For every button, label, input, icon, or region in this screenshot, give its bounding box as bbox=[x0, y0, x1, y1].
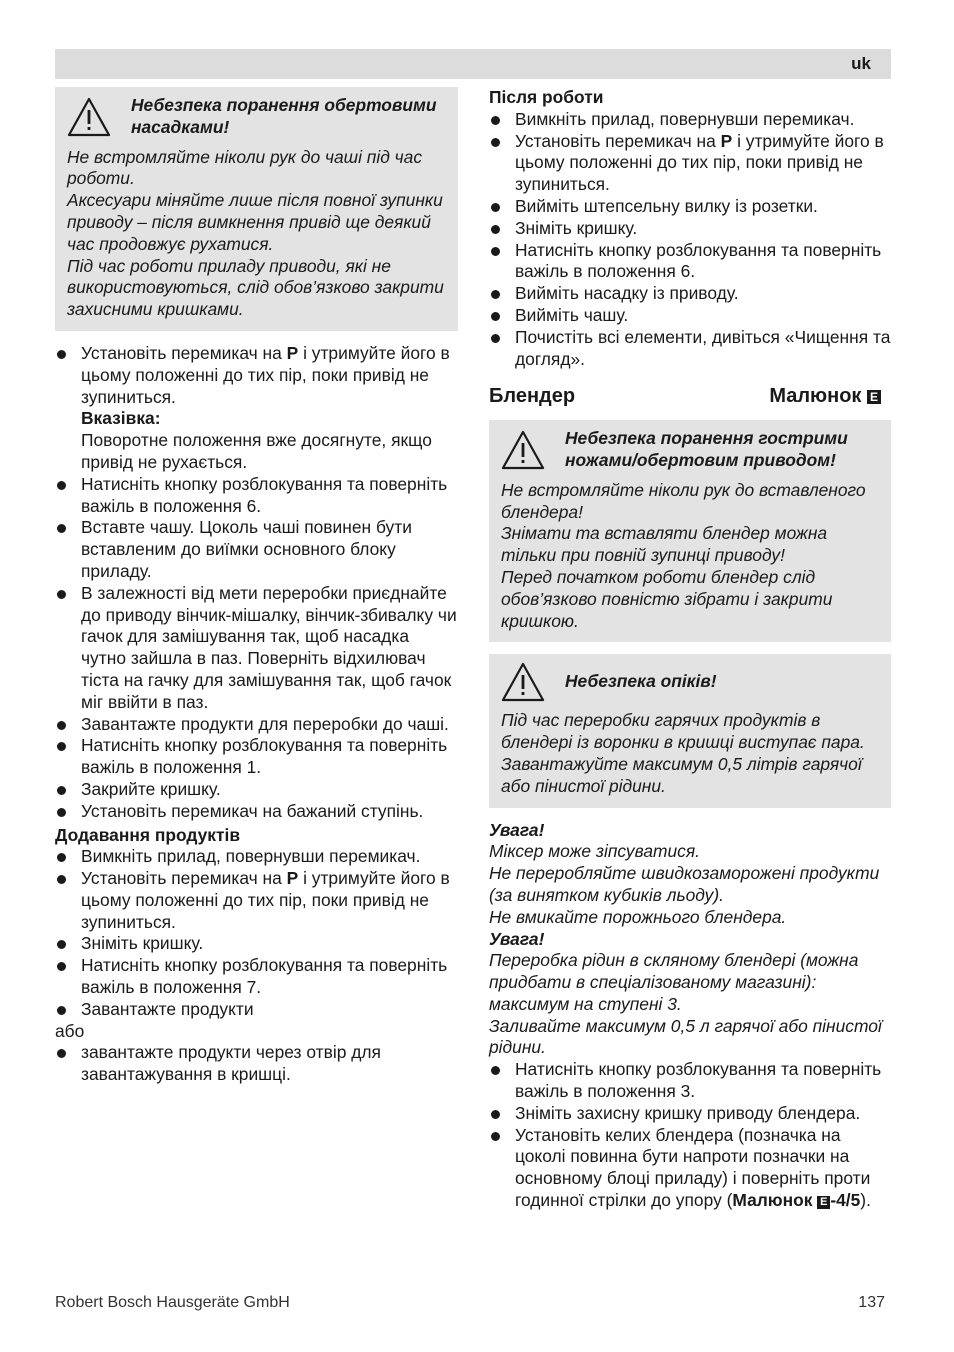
list-item: Вийміть чашу. bbox=[489, 305, 891, 327]
warning-line: Під час роботи приладу приводи, які не використовуються, слід обов’язково закрити захисними кришками. bbox=[67, 255, 444, 320]
warning-title: Небезпека опіків! bbox=[565, 671, 717, 692]
company-name: Robert Bosch Hausgeräte GmbH bbox=[55, 1294, 290, 1311]
instruction-list bbox=[489, 1059, 891, 1212]
figure-letter-badge: E bbox=[817, 1196, 830, 1209]
list-item: Натисніть кнопку розблокування та поверніть важіль в положення 1. bbox=[55, 735, 458, 779]
caution-block bbox=[489, 820, 891, 929]
header-bar bbox=[55, 49, 891, 79]
instruction-list bbox=[55, 343, 458, 408]
list-item: Натисніть кнопку розблокування та поверніть важіль в положення 6. bbox=[489, 240, 891, 284]
blender-heading bbox=[489, 386, 881, 408]
caution-line: Заливайте максимум 0,5 л гарячої або пінистої рідини. bbox=[489, 1015, 882, 1058]
caution-line: Міксер може зіпсуватися. bbox=[489, 841, 700, 862]
list-item: Зніміть кришку. bbox=[55, 933, 458, 955]
blender-title: Блендер bbox=[489, 385, 576, 408]
warning-title: Небезпека поранення обертовими насадками! bbox=[131, 95, 437, 137]
list-item: Вставте чашу. Цоколь чаші повинен бути вставленим до виїмки основного блоку приладу. bbox=[55, 517, 458, 582]
or-text: або bbox=[55, 1020, 85, 1041]
list-item: Зніміть захисну кришку приводу блендера. bbox=[489, 1103, 891, 1125]
list-item: Закрийте кришку. bbox=[55, 779, 458, 801]
list-item: Установіть перемикач на P і утримуйте його в цьому положенні до тих пір, поки привід не зупиниться. bbox=[489, 131, 891, 196]
caution-line: Не переробляйте швидкозаморожені продукти (за винятком кубиків льоду). bbox=[489, 863, 880, 905]
page-footer bbox=[55, 1292, 891, 1314]
warning-title: Небезпека поранення гострими ножами/обертовим приводом! bbox=[565, 428, 848, 470]
figure-letter-badge: E bbox=[867, 390, 881, 404]
caution-label: Увага! bbox=[489, 819, 545, 840]
list-item: Натисніть кнопку розблокування та поверніть важіль в положення 6. bbox=[55, 474, 458, 518]
instruction-list bbox=[55, 474, 458, 823]
list-item: Вийміть штепсельну вилку із розетки. bbox=[489, 196, 891, 218]
caution-line: Не вмикайте порожнього блендера. bbox=[489, 906, 787, 927]
warning-box-rotating bbox=[55, 87, 458, 331]
warning-line: Не встромляйте ніколи рук до чаші під час роботи. bbox=[67, 146, 423, 189]
caution-label: Увага! bbox=[489, 928, 545, 949]
instruction-list bbox=[55, 1042, 458, 1086]
warning-line: Знімати та вставляти блендер можна тільки при повній зупинці приводу! bbox=[501, 523, 828, 566]
left-column bbox=[55, 87, 458, 1086]
warning-triangle-icon bbox=[501, 662, 545, 702]
list-item: Установіть перемикач на P і утримуйте його в цьому положенні до тих пір, поки привід не зупиниться. bbox=[55, 343, 458, 408]
warning-triangle-icon bbox=[501, 430, 545, 470]
note-text: Поворотне положення вже досягнуте, якщо привід не рухається. bbox=[81, 430, 432, 472]
figure-reference: Малюнок E bbox=[769, 386, 881, 408]
section-heading: Додавання продуктів bbox=[55, 824, 241, 845]
warning-line: Перед початком роботи блендер слід обов’язково повністю зібрати і закрити кришкою. bbox=[501, 566, 833, 631]
warning-box-blades bbox=[489, 420, 891, 642]
list-item: Зніміть кришку. bbox=[489, 218, 891, 240]
list-item: Установіть перемикач на бажаний ступінь. bbox=[55, 801, 458, 823]
caution-line: Переробка рідин в скляному блендері (можна придбати в спеціалізованому магазині): максимум на ступені 3. bbox=[489, 950, 859, 1014]
language-code: uk bbox=[851, 54, 871, 73]
list-item: Установіть перемикач на P і утримуйте його в цьому положенні до тих пір, поки привід не зупиниться. bbox=[55, 868, 458, 933]
warning-line: Аксесуари міняйте лише після повної зупинки приводу – після вимкнення привід ще деякий час продовжує рухатися. bbox=[67, 190, 443, 254]
list-item: Вимкніть прилад, повернувши перемикач. bbox=[489, 109, 891, 131]
list-item: Установіть келих блендера (позначка на цоколі повинна бути напроти позначки на основному блоці приладу) і поверніть проти годинної стрілки до упору (Малюнок E -4/5). bbox=[489, 1125, 891, 1212]
warning-line: Не встромляйте ніколи рук до вставленого блендера! bbox=[501, 479, 866, 522]
list-item: Завантажте продукти bbox=[55, 999, 458, 1021]
instruction-list bbox=[489, 109, 891, 371]
right-column bbox=[489, 87, 891, 1212]
section-heading: Після роботи bbox=[489, 87, 604, 107]
list-item: Натисніть кнопку розблокування та поверніть важіль в положення 7. bbox=[55, 955, 458, 999]
caution-block bbox=[489, 929, 891, 1060]
list-item: Вийміть насадку із приводу. bbox=[489, 283, 891, 305]
list-item: Завантажте продукти для переробки до чаші. bbox=[55, 714, 458, 736]
instruction-list bbox=[55, 846, 458, 1020]
list-item: завантажте продукти через отвір для завантажування в кришці. bbox=[55, 1042, 458, 1086]
list-item: Вимкніть прилад, повернувши перемикач. bbox=[55, 846, 458, 868]
note-label: Вказівка: bbox=[81, 408, 161, 429]
warning-box-burns bbox=[489, 654, 891, 807]
list-item: Натисніть кнопку розблокування та поверніть важіль в положення 3. bbox=[489, 1059, 891, 1103]
page-number: 137 bbox=[858, 1294, 885, 1311]
warning-line: Під час переробки гарячих продуктів в блендері із воронки в кришці виступає пара. Завантажуйте максимум 0,5 літрів гарячої або пінистої рідини. bbox=[501, 710, 865, 796]
warning-triangle-icon bbox=[67, 97, 111, 137]
list-item: В залежності від мети переробки приєднайте до приводу вінчик-мішалку, вінчик-збивалку чи гачок для замішування так, щоб насадка чутно зайшла в паз. Поверніть відхилювач тіста на гачку для замішування так, щоб гачок міг ввійти в паз. bbox=[55, 583, 458, 714]
list-item: Почистіть всі елементи, дивіться «Чищення та догляд». bbox=[489, 327, 891, 371]
